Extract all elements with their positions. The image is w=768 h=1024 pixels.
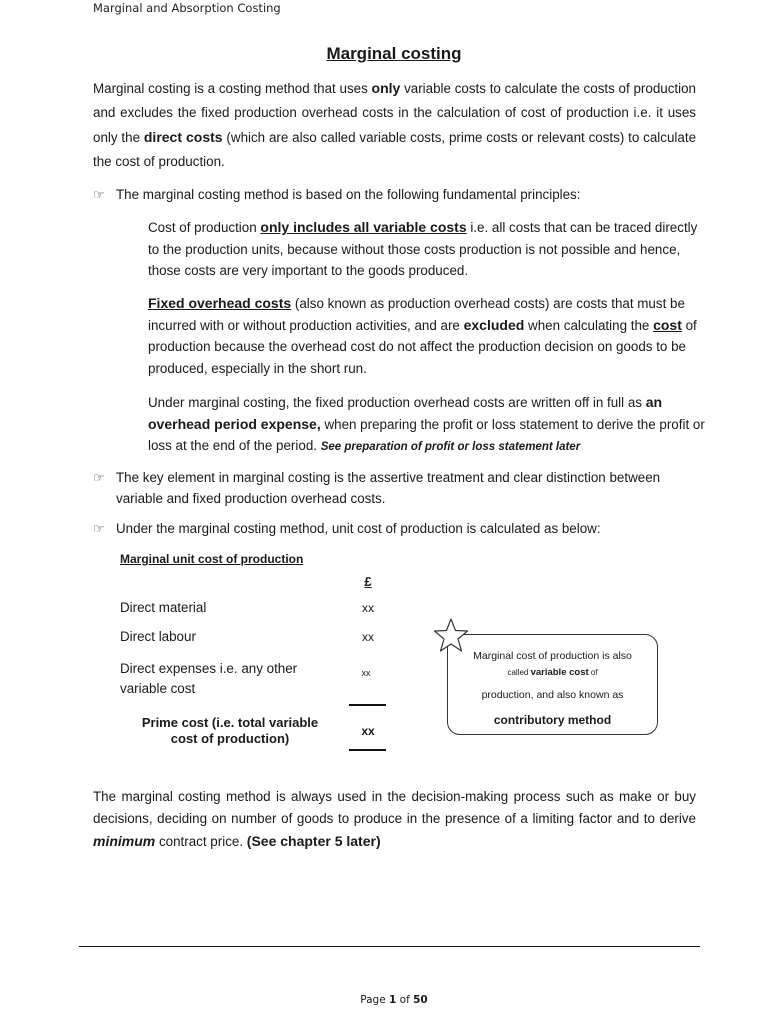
table-row-value: xx <box>362 630 374 644</box>
callout-line: production, and also known as <box>481 689 624 701</box>
principle-variable-costs: Cost of production only includes all variable costs i.e. all costs that can be traced directly to the production units, because without those costs production is not possible and hence, those costs are very important to the goods produced. <box>148 219 698 278</box>
bullet-principles: ☞ The marginal costing method is based on the following fundamental principles: <box>93 184 703 205</box>
intro-paragraph: Marginal costing is a costing method that uses only variable costs to calculate the costs of production and excludes the fixed production overhead costs in the calculation of cost of production i.e. it uses only the direct costs (which are also called variable costs, prime costs or relevant costs) to calculate the cost of production. <box>93 80 697 169</box>
bullet-key-element: ☞ The key element in marginal costing is the assertive treatment and clear distinction between variable and fixed production overhead costs. <box>93 467 703 509</box>
callout-line: contributory method <box>493 713 612 727</box>
callout-box <box>447 634 658 735</box>
table-row-value: xx <box>362 601 374 615</box>
running-header: Marginal and Absorption Costing <box>93 1 281 15</box>
pointing-hand-icon: ☞ <box>93 521 105 536</box>
principle-fixed-overheads: Fixed overhead costs (also known as production overhead costs) are costs that must be incurred with or without production activities, and are excluded when calculating the cost of production because the overhead cost do not affect the production decision on goods to be produced, especially in the short run. <box>148 295 697 376</box>
total-label: Prime cost (i.e. total variable cost of production) <box>141 715 319 746</box>
table-row-label: Direct labour <box>120 629 196 644</box>
currency-header: £ <box>364 574 372 589</box>
callout-line: called variable cost of <box>507 667 598 678</box>
table-row-label: Direct material <box>120 600 207 615</box>
footer-rule <box>79 946 700 947</box>
closing-paragraph: The marginal costing method is always used in the decision-making process such as make or buy decisions, deciding on number of goods to produce in the presence of a limiting factor and to derive minimum contract price. (See chapter 5 later) <box>93 789 696 849</box>
subtotal-rule <box>349 704 386 706</box>
total-value: xx <box>361 724 375 738</box>
callout-line: Marginal cost of production is also <box>473 650 632 662</box>
table-row-label: Direct expenses i.e. any other variable cost <box>120 661 298 696</box>
table-heading: Marginal unit cost of production <box>120 552 304 566</box>
page-number: Page 1 of 50 <box>360 994 428 1006</box>
total-rule <box>349 749 386 751</box>
pointing-hand-icon: ☞ <box>93 470 105 485</box>
bullet-unit-cost: ☞ Under the marginal costing method, unit cost of production is calculated as below: <box>93 518 703 539</box>
page-title: Marginal costing <box>326 44 462 63</box>
table-row-value: xx <box>361 668 371 678</box>
star-icon <box>433 617 469 655</box>
cross-reference-note: See preparation of profit or loss statement later <box>320 441 581 453</box>
pointing-hand-icon: ☞ <box>93 187 105 202</box>
principle-period-expense: Under marginal costing, the fixed production overhead costs are written off in full as an overhead period expense, when preparing the profit or loss statement to derive the profit or loss at the end of the period. See preparation of profit or loss statement later <box>148 394 705 453</box>
